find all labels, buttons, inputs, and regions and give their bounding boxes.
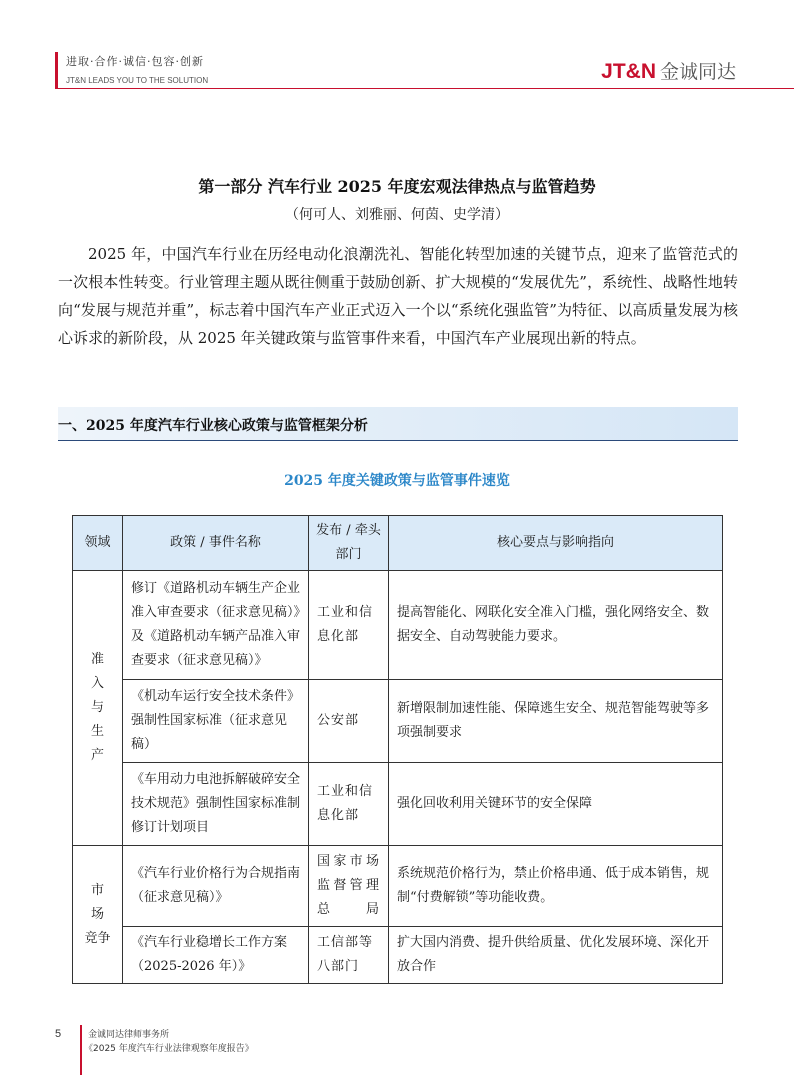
logo-text-cn: 金诚同达 [659,61,736,83]
policy-cell: 修订《道路机动车辆生产企业准入审查要求（征求意见稿）》及《道路机动车辆产品准入审查要求（征求意见稿）》 [123,571,309,680]
footer-accent-bar [80,1025,82,1075]
impact-cell: 系统规范价格行为，禁止价格串通、低于成本销售，规制“付费解锁”等功能收费。 [389,846,723,927]
impact-cell: 扩大国内消费、提升供给质量、优化发展环境、深化开放合作 [389,927,723,984]
dept-cell: 工业和信息化部 [309,571,389,680]
domain-char: 市 [90,882,104,898]
table-row [73,571,723,680]
domain-cell-access [73,571,123,846]
domain-char: 场 [90,906,104,922]
policy-cell: 《车用动力电池拆解破碎安全技术规范》强制性国家标准制修订计划项目 [123,763,309,846]
dept-cell: 工信部等八部门 [309,927,389,984]
impact-cell: 提高智能化、网联化安全准入门槛，强化网络安全、数据安全、自动驾驶能力要求。 [389,571,723,680]
header-dept: 发布 / 牵头部门 [309,516,389,571]
policy-cell: 《汽车行业价格行为合规指南（征求意见稿）》 [123,846,309,927]
policy-cell: 《汽车行业稳增长工作方案（2025-2026 年）》 [123,927,309,984]
page-title: 第一部分 汽车行业 2025 年度宏观法律热点与监管趋势 [198,177,596,196]
header-divider [55,88,794,89]
section-heading: 一、2025 年度汽车行业核心政策与监管框架分析 [58,418,368,434]
policy-table [72,515,723,984]
domain-cell-market [73,846,123,984]
header-accent-bar [55,52,58,88]
header-impact: 核心要点与影响指向 [389,516,723,571]
table-row [73,680,723,763]
domain-char: 竞争 [84,930,111,946]
brand-logo [601,57,736,84]
intro-paragraph: 2025 年，中国汽车行业在历经电动化浪潮洗礼、智能化转型加速的关键节点，迎来了监管范式的一次根本性转变。行业管理主题从既往侧重于鼓励创新、扩大规模的“发展优先”，系统性、战略性地转向“发展与规范并重”，标志着中国汽车产业正式迈入一个以“系统化强监管”为特征、以高质量发展为核心诉求的新阶段，从 2025 年关键政策与监管事件来看，中国汽车产业展现出新的特点。 [58,245,738,347]
header-tagline: JT&N LEADS YOU TO THE SOLUTION [66,76,209,85]
page-number: 5 [55,1028,62,1040]
domain-char: 准 [90,652,104,667]
domain-char: 产 [90,748,104,763]
dept-cell: 公安部 [309,680,389,763]
table-row [73,927,723,984]
header-domain: 领域 [73,516,123,571]
dept-cell: 工业和信息化部 [309,763,389,846]
footer-report-title: 《2025 年度汽车行业法律观察年度报告》 [84,1044,254,1054]
table-title: 2025 年度关键政策与监管事件速览 [284,473,510,489]
table-header-row [73,516,723,571]
footer-firm-name: 金诚同达律师事务所 [88,1030,170,1040]
section-heading-band [58,407,738,441]
impact-cell: 新增限制加速性能、保障逃生安全、规范智能驾驶等多项强制要求 [389,680,723,763]
domain-char: 与 [90,700,104,715]
header-policy: 政策 / 事件名称 [123,516,309,571]
header-motto: 进取·合作·诚信·包容·创新 [66,55,204,68]
authors-line: （何可人、刘雅丽、何茵、史学清） [285,207,509,223]
table-row [73,763,723,846]
table-row [73,846,723,927]
dept-cell: 国家市场监督管理总局 [309,846,389,927]
impact-cell: 强化回收利用关键环节的安全保障 [389,763,723,846]
domain-char: 入 [90,676,104,691]
domain-char: 生 [90,724,104,739]
policy-cell: 《机动车运行安全技术条件》强制性国家标准（征求意见稿） [123,680,309,763]
logo-text-en: JT&N [601,60,656,83]
